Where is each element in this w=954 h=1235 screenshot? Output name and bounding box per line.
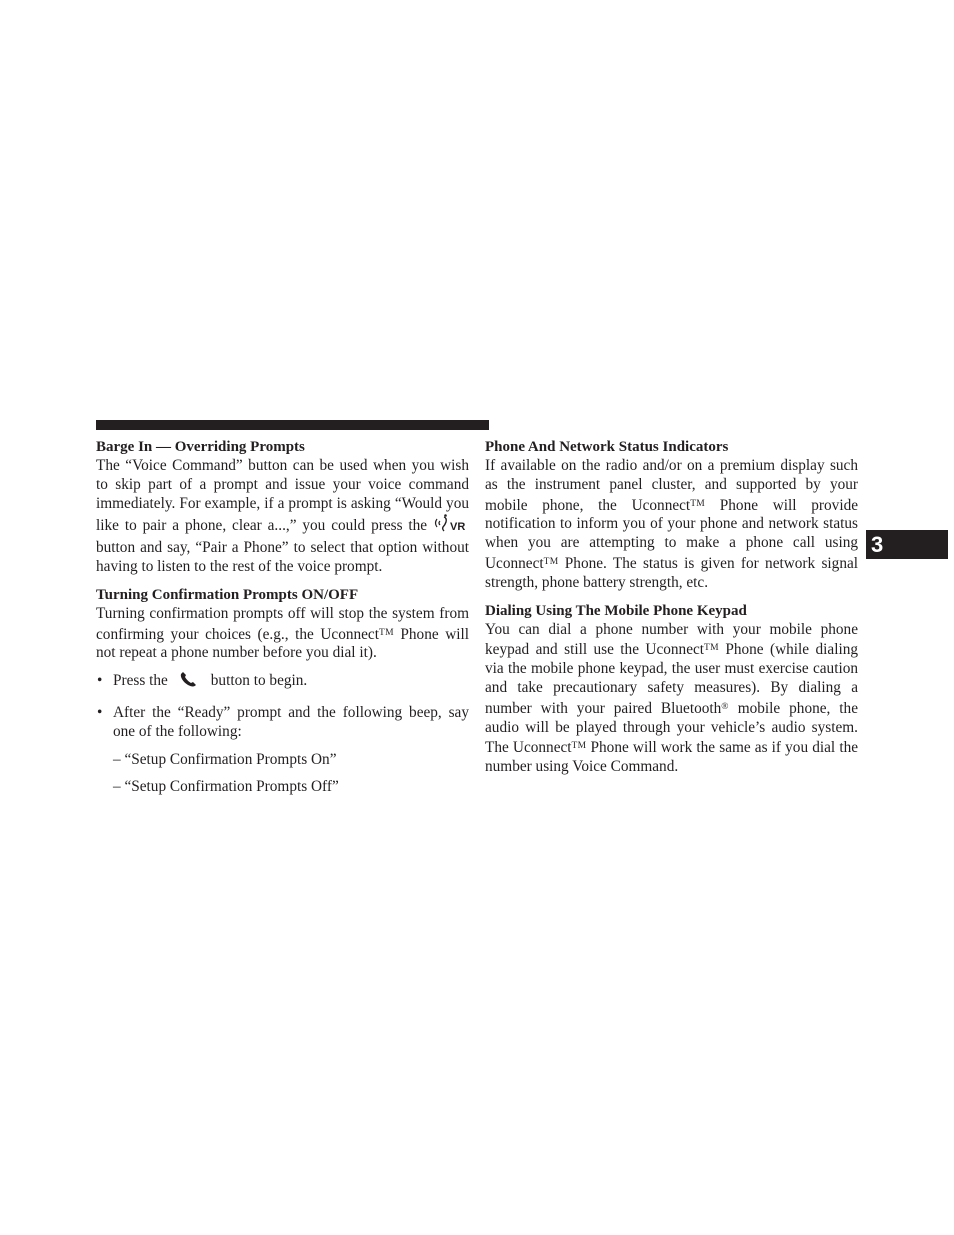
- top-rule: [96, 420, 489, 430]
- paragraph-confirmation-prompts: Turning confirmation prompts off will stop the system from confirming your choices (e.g., the Uconnect™ Phone will not repeat a phone number before you dial it).: [96, 604, 469, 662]
- heading-dialing-keypad: Dialing Using The Mobile Phone Keypad: [485, 602, 747, 619]
- instruction-list: [96, 672, 469, 741]
- paragraph-dialing-keypad: You can dial a phone number with your mobile phone keypad and still use the Uconnect™ Phone (while dialing via the mobile phone keypad, the user must exercise caution and take precautionary safety measures). By dialing a number with your paired Bluetooth® mobile phone, the audio will be played through your vehicle’s audio system. The Uconnect™ Phone will work the same as if you dial the number using Voice Command.: [485, 620, 859, 776]
- phone-handset-icon: [179, 672, 199, 694]
- list-item: • Press the button to begin.: [96, 672, 469, 694]
- heading-status-indicators: Phone And Network Status Indicators: [485, 439, 729, 455]
- heading-barge-in: Barge In — Overriding Prompts: [96, 439, 305, 455]
- right-column: [485, 438, 858, 777]
- list-item: • After the “Ready” prompt and the following beep, say one of the following:: [97, 703, 469, 740]
- svg-text:VR: VR: [450, 521, 466, 534]
- left-column: [96, 438, 469, 797]
- option-prompts-off: – “Setup Confirmation Prompts Off”: [113, 778, 339, 796]
- heading-confirmation-prompts: Turning Confirmation Prompts ON/OFF: [96, 586, 359, 603]
- paragraph-status-indicators: If available on the radio and/or on a premium display such as the instrument panel cluster, and supported by your mobile phone, the Uconnect™ Phone will provide notification to inform you of your phone and network status when you are attempting to make a phone call using Uconnect™ Phone. The status is given for network signal strength, phone battery strength, etc.: [485, 457, 859, 591]
- paragraph-barge-in: The “Voice Command” button can be used when you wish to skip part of a prompt and issue your voice command immediately. For example, if a prompt is asking “Would you like to pair a phone, clear a...,” you could press the VR button and say, “Pair a Phone” to select that option without having to listen to the rest of the voice prompt.: [96, 457, 469, 575]
- option-prompts-on: – “Setup Confirmation Prompts On”: [113, 750, 337, 768]
- voice-command-vr-icon: [433, 513, 469, 539]
- chapter-tab: 3: [866, 530, 948, 559]
